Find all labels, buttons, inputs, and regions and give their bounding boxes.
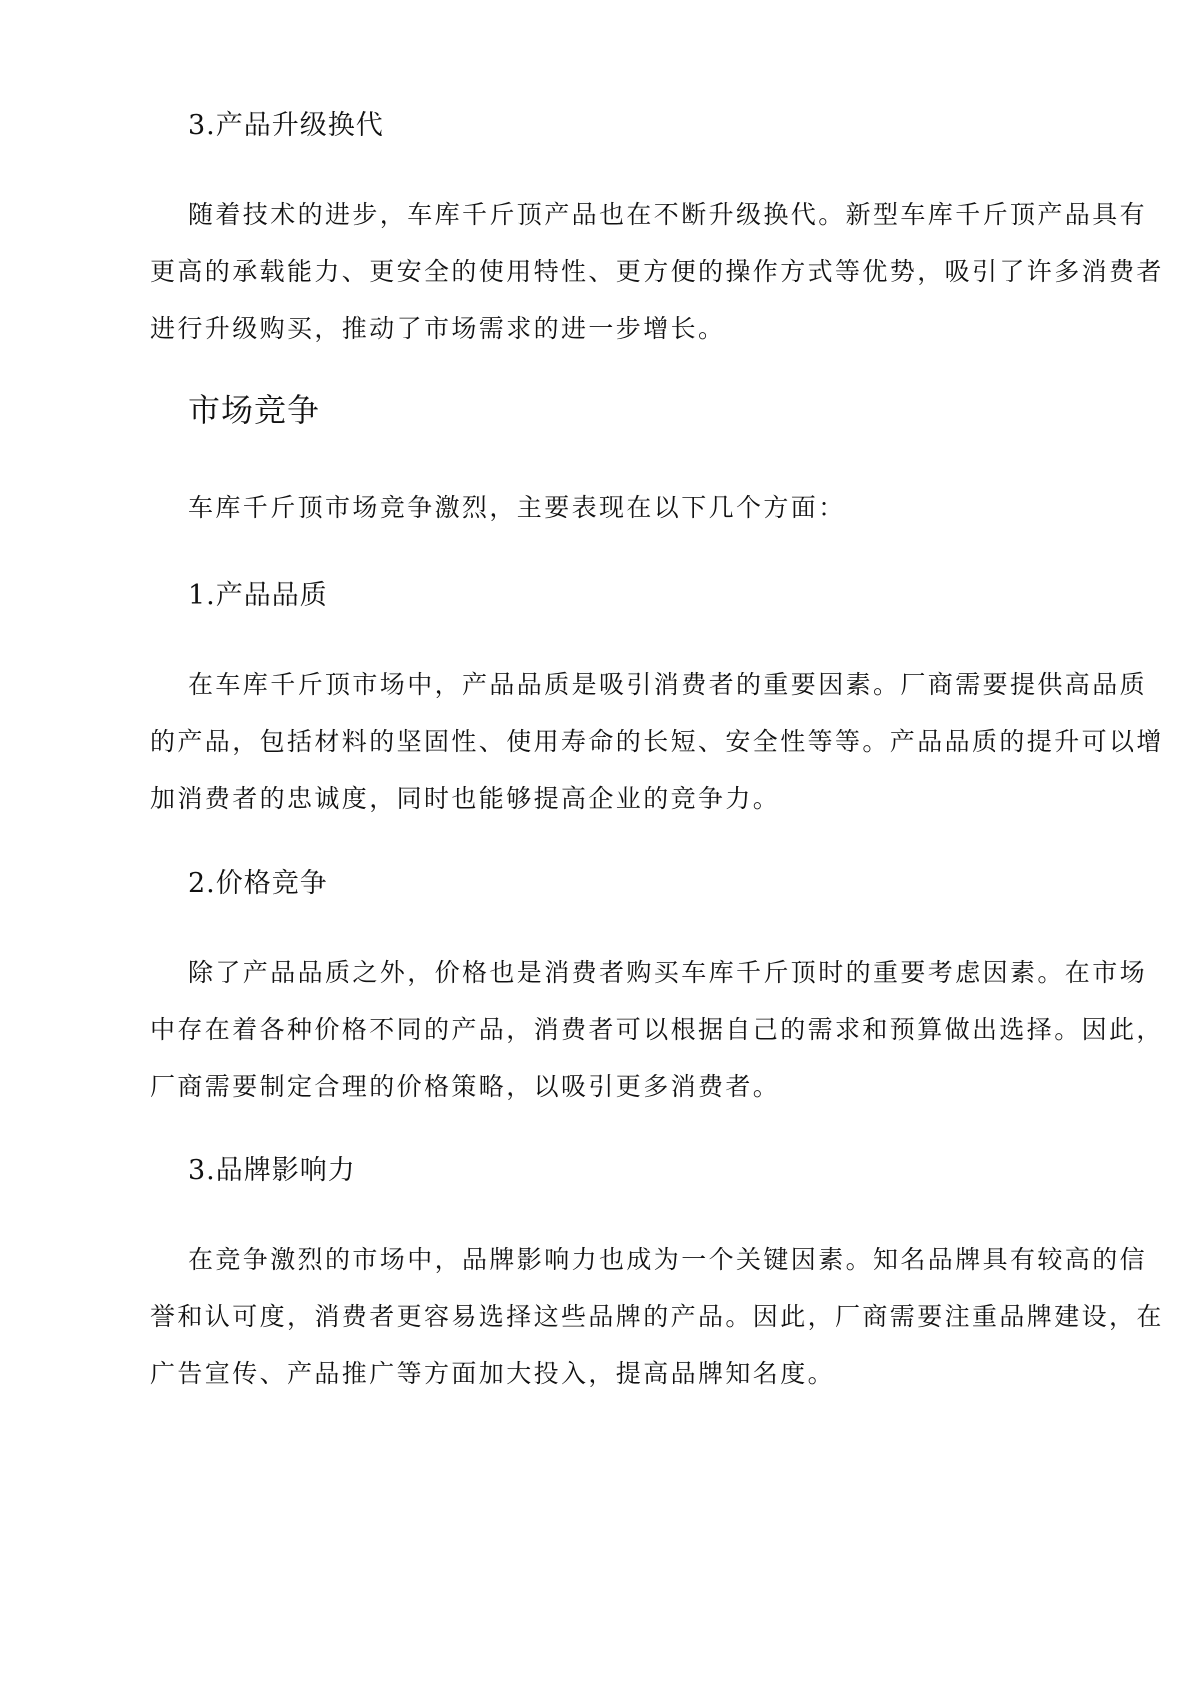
brand-heading: 3.品牌影响力 bbox=[188, 1155, 356, 1186]
upgrade-heading: 3.产品升级换代 bbox=[188, 110, 384, 141]
paragraph-line: 的产品，包括材料的坚固性、使用寿命的长短、安全性等等。产品品质的提升可以增 bbox=[150, 727, 1164, 756]
paragraph-line: 车库千斤顶市场竞争激烈，主要表现在以下几个方面： bbox=[188, 493, 846, 522]
paragraph-line: 厂商需要制定合理的价格策略，以吸引更多消费者。 bbox=[150, 1072, 781, 1101]
paragraph-line: 更高的承载能力、更安全的使用特性、更方便的操作方式等优势，吸引了许多消费者 bbox=[150, 257, 1164, 286]
paragraph-line: 誉和认可度，消费者更容易选择这些品牌的产品。因此，厂商需要注重品牌建设，在 bbox=[150, 1302, 1164, 1331]
competition-section-title: 市场竞争 bbox=[188, 391, 321, 429]
paragraph-line: 加消费者的忠诚度，同时也能够提高企业的竞争力。 bbox=[150, 784, 781, 813]
price-heading: 2.价格竞争 bbox=[188, 868, 328, 899]
paragraph-line: 广告宣传、产品推广等方面加大投入，提高品牌知名度。 bbox=[150, 1359, 836, 1388]
quality-heading: 1.产品品质 bbox=[188, 580, 328, 611]
paragraph-line: 随着技术的进步，车库千斤顶产品也在不断升级换代。新型车库千斤顶产品具有 bbox=[188, 200, 1148, 229]
paragraph-line: 进行升级购买，推动了市场需求的进一步增长。 bbox=[150, 314, 726, 343]
paragraph-line: 在竞争激烈的市场中，品牌影响力也成为一个关键因素。知名品牌具有较高的信 bbox=[188, 1245, 1148, 1274]
paragraph-line: 中存在着各种价格不同的产品，消费者可以根据自己的需求和预算做出选择。因此， bbox=[150, 1015, 1164, 1044]
paragraph-line: 在车库千斤顶市场中，产品品质是吸引消费者的重要因素。厂商需要提供高品质 bbox=[188, 670, 1148, 699]
paragraph-line: 除了产品品质之外，价格也是消费者购买车库千斤顶时的重要考虑因素。在市场 bbox=[188, 958, 1148, 987]
